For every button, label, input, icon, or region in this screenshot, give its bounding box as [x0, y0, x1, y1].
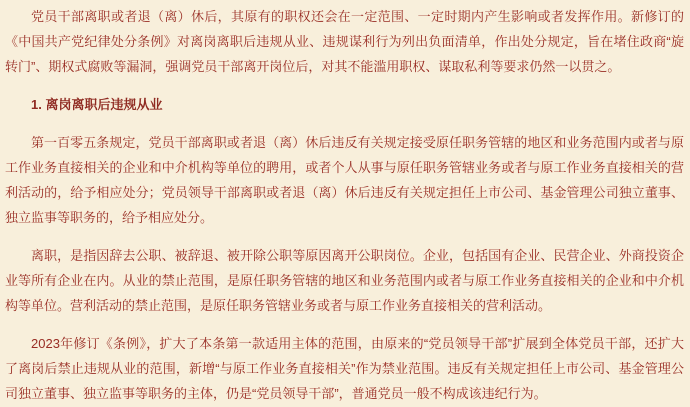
intro-paragraph: 党员干部离职或者退（离）休后，其原有的职权还会在一定范围、一定时期内产生影响或者发挥作用。新修订的《中国共产党纪律处分条例》对离岗离职后违规从业、违规谋利行为列出负面清单，作出处分规定，旨在堵住政商“旋转门”、期权式腐败等漏洞，强调党员干部离开岗位后，对其不能滥用职权、谋取私利等要求仍然一以贯之。	[5, 9, 684, 74]
definition-paragraph: 离职，是指因辞去公职、被辞退、被开除公职等原因离开公职岗位。企业，包括国有企业、民营企业、外商投资企业等所有企业在内。从业的禁止范围，是原任职务管辖的地区和业务范围内或者与原工作业务直接相关的企业和中介机构等单位。营利活动的禁止范围，是原任职务管辖业务或者与原工作业务直接相关的营利活动。	[5, 248, 684, 313]
revision-paragraph: 2023年修订《条例》，扩大了本条第一款适用主体的范围，由原来的“党员领导干部”扩展到全体党员干部，还扩大了离岗后禁止违规从业的范围，新增“与原工作业务直接相关”作为禁业范围。违反有关规定担任上市公司、基金管理公司独立董事、独立监事等职务的主体，仍是“党员领导干部”，普通党员一般不构成该违纪行为。	[5, 336, 684, 401]
section-heading: 1. 离岗离职后违规从业	[31, 97, 163, 112]
clause-paragraph: 第一百零五条规定，党员干部离职或者退（离）休后违反有关规定接受原任职务管辖的地区和业务范围内或者与原工作业务直接相关的企业和中介机构等单位的聘用，或者个人从事与原任职务管辖业务或者与原工作业务直接相关的营利活动的，给予相应处分；党员领导干部离职或者退（离）休后违反有关规定担任上市公司、基金管理公司独立董事、独立监事等职务的，给予相应处分。	[5, 135, 684, 225]
